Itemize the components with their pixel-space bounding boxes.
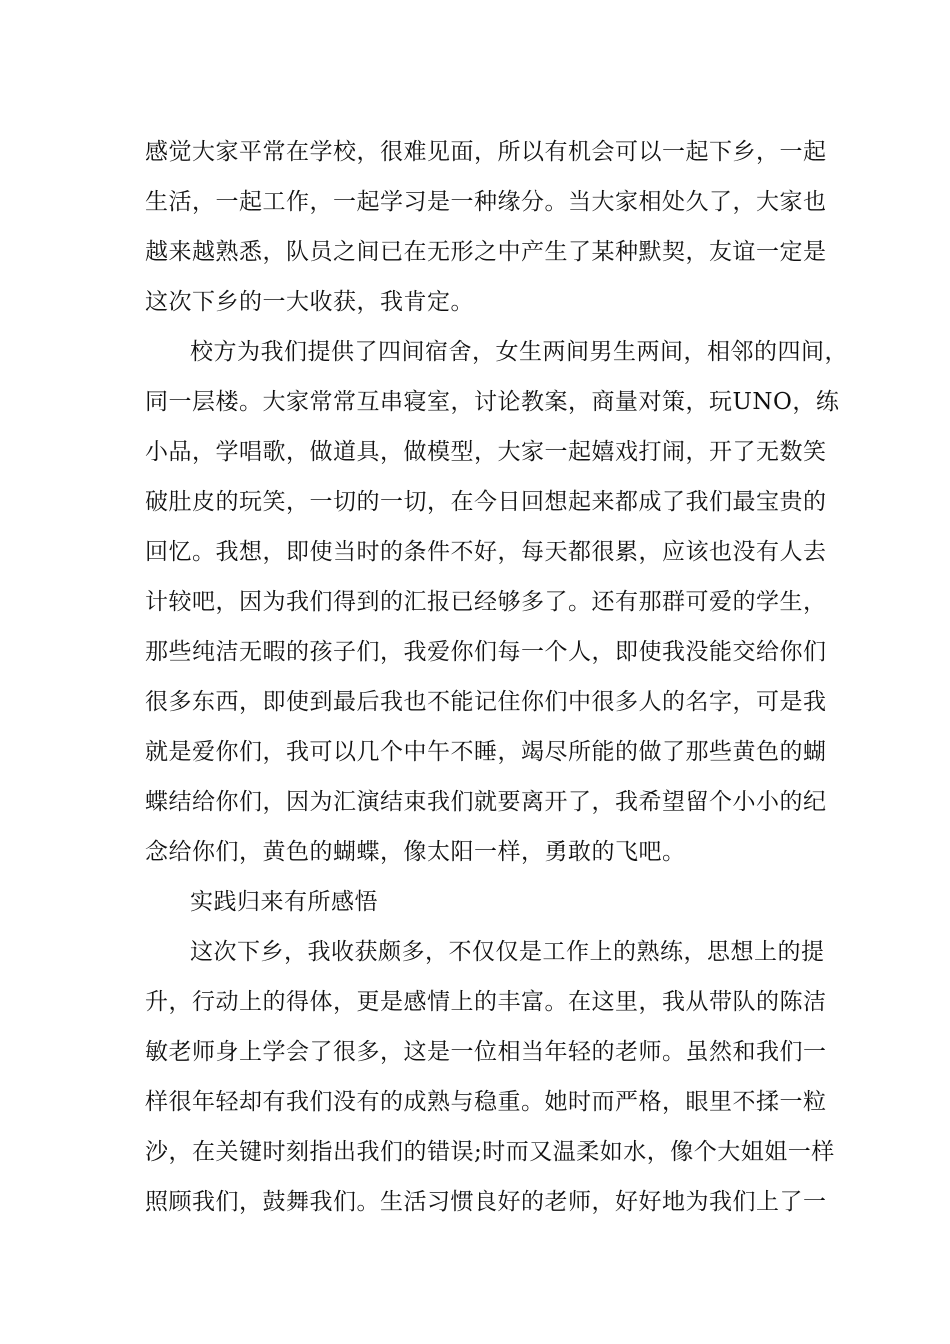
text-line: 就是爱你们，我可以几个中午不睡，竭尽所能的做了那些黄色的蝴	[145, 739, 827, 765]
text-line: 念给你们，黄色的蝴蝶，像太阳一样，勇敢的飞吧。	[145, 839, 686, 865]
text-line: 小品，学唱歌，做道具，做模型，大家一起嬉戏打闹，开了无数笑	[145, 439, 827, 465]
text-line: 这次下乡的一大收获，我肯定。	[145, 289, 474, 315]
text-line: 敏老师身上学会了很多，这是一位相当年轻的老师。虽然和我们一	[145, 1039, 827, 1065]
text-line: 生活，一起工作，一起学习是一种缘分。当大家相处久了，大家也	[145, 189, 827, 215]
text-line: 破肚皮的玩笑，一切的一切，在今日回想起来都成了我们最宝贵的	[145, 489, 827, 515]
section-heading: 实践归来有所感悟	[190, 889, 378, 915]
text-line: 样很年轻却有我们没有的成熟与稳重。她时而严格，眼里不揉一粒	[145, 1089, 827, 1115]
text-line: 计较吧，因为我们得到的汇报已经够多了。还有那群可爱的学生，	[145, 589, 827, 615]
text-line: 很多东西，即使到最后我也不能记住你们中很多人的名字，可是我	[145, 689, 827, 715]
text-line: 那些纯洁无暇的孩子们，我爱你们每一个人，即使我没能交给你们	[145, 639, 827, 665]
text-line: 回忆。我想，即使当时的条件不好，每天都很累，应该也没有人去	[145, 539, 827, 565]
text-line: 越来越熟悉，队员之间已在无形之中产生了某种默契，友谊一定是	[145, 239, 827, 265]
text-line: 感觉大家平常在学校，很难见面，所以有机会可以一起下乡，一起	[145, 139, 827, 165]
paragraph-first-line: 校方为我们提供了四间宿舍，女生两间男生两间，相邻的四间，	[190, 339, 848, 365]
text-line: 沙，在关键时刻指出我们的错误;时而又温柔如水，像个大姐姐一样	[145, 1139, 835, 1165]
text-line: 同一层楼。大家常常互串寝室，讨论教案，商量对策，玩UNO，练	[145, 389, 840, 415]
text-line: 升，行动上的得体，更是感情上的丰富。在这里，我从带队的陈洁	[145, 989, 827, 1015]
paragraph-first-line: 这次下乡，我收获颇多，不仅仅是工作上的熟练，思想上的提	[190, 939, 825, 965]
text-line: 照顾我们，鼓舞我们。生活习惯良好的老师，好好地为我们上了一	[145, 1189, 827, 1215]
text-line: 蝶结给你们，因为汇演结束我们就要离开了，我希望留个小小的纪	[145, 789, 827, 815]
